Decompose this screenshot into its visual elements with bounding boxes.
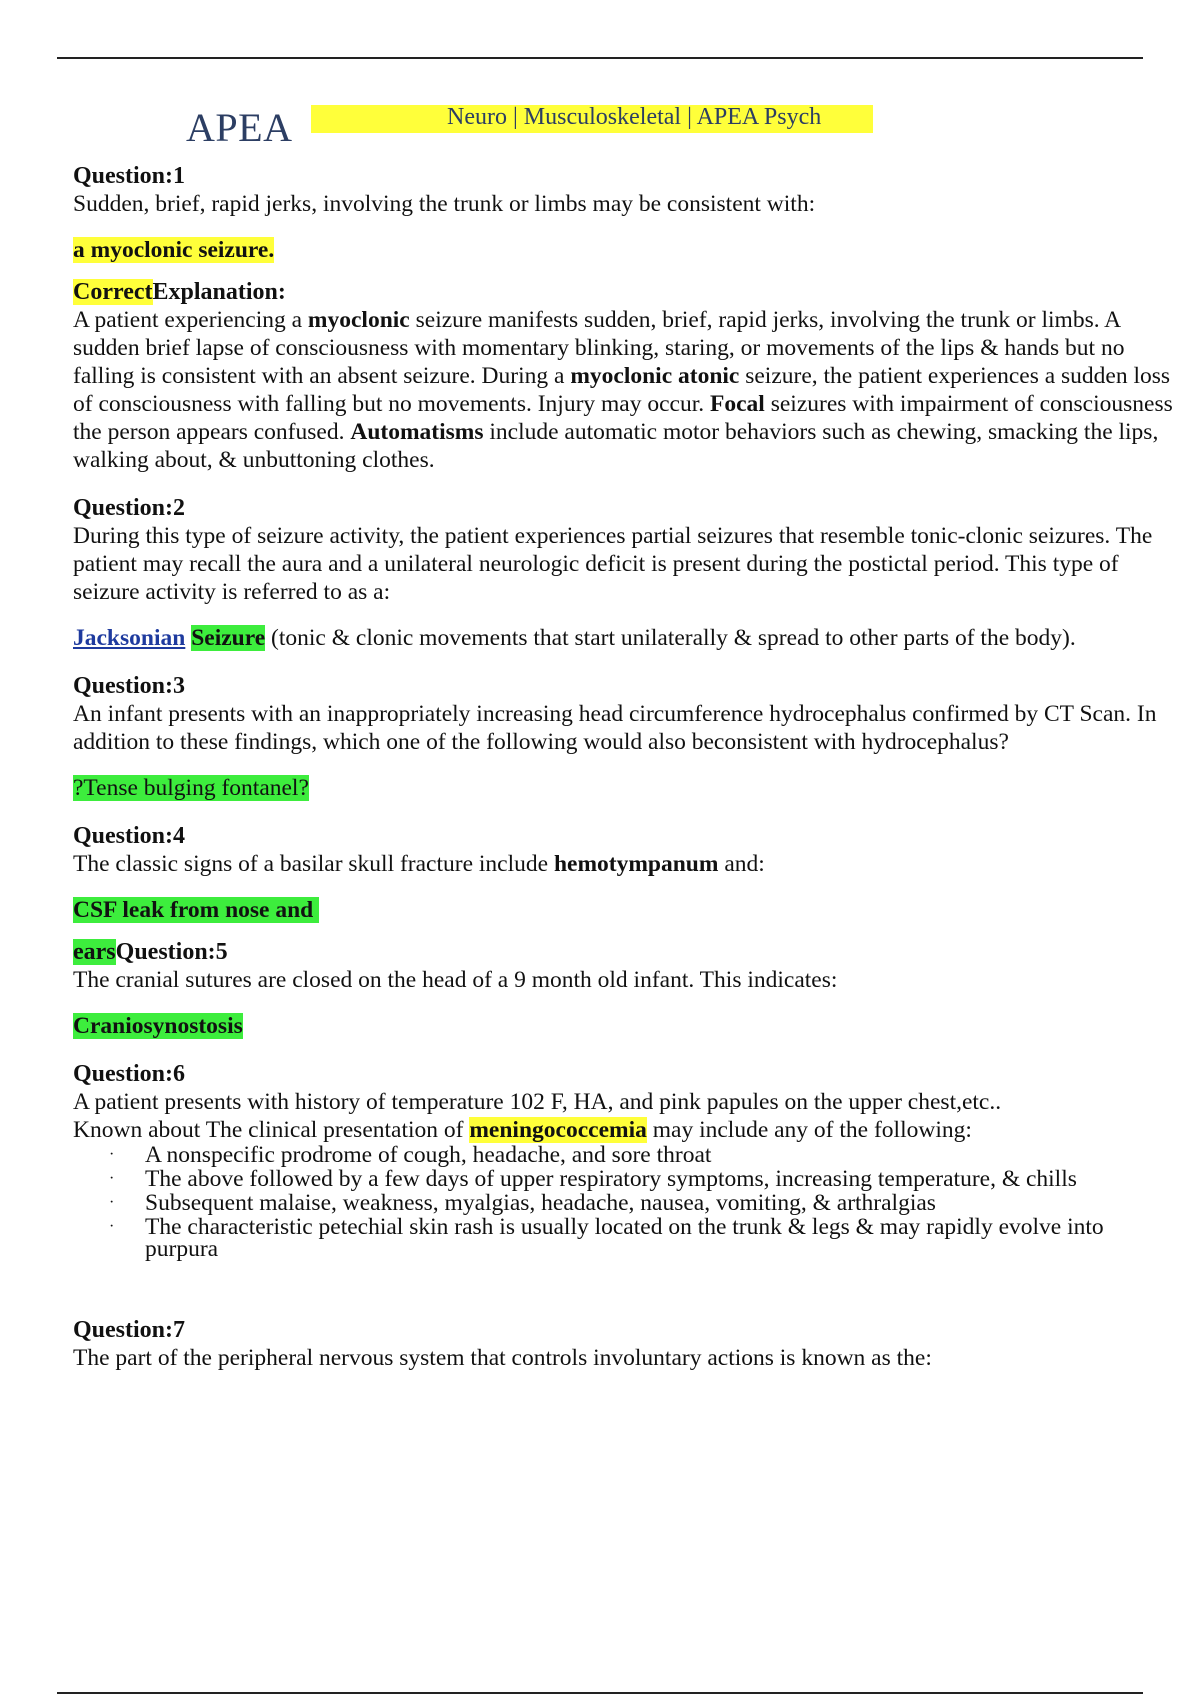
- bullet-icon: ·: [109, 1218, 115, 1235]
- apea-logo: APEA: [186, 105, 293, 150]
- answer-highlight: Craniosynostosis: [73, 1013, 243, 1039]
- answer: [73, 774, 1178, 802]
- answer: [73, 896, 1178, 924]
- explanation-part: A patient experiencing a: [73, 307, 308, 333]
- question-text-part: The classic signs of a basilar skull fracture include: [73, 851, 554, 877]
- question-title: Question:3: [73, 673, 186, 699]
- question-text-part: Known about The clinical presentation of: [73, 1117, 470, 1143]
- list-item-text: The characteristic petechial skin rash is usually located on the trunk & legs & may rapidly evolve into purpura: [145, 1214, 1104, 1262]
- question-title: Question:7: [73, 1317, 186, 1343]
- term-automatisms: Automatisms: [350, 419, 484, 445]
- question-1: [73, 162, 1178, 474]
- question-2: [73, 494, 1178, 652]
- term-meningococcemia: meningococcemia: [469, 1117, 647, 1143]
- list-item-text: The above followed by a few days of upper respiratory symptoms, increasing temperature, & chills: [145, 1166, 1077, 1192]
- explanation-part: include automatic motor behaviors such as chewing, smacking the lips, walking about, & unbuttoning clothes.: [73, 419, 1159, 473]
- question-title: Question:1: [73, 163, 186, 189]
- document-page: [73, 100, 1178, 1372]
- explanation-label: Explanation:: [152, 279, 286, 305]
- question-7: [73, 1316, 1178, 1372]
- question-text: During this type of seizure activity, the patient experiences partial seizures that resemble tonic-clonic seizures. The patient may recall the aura and a unilateral neurologic deficit is present during the postictal period. This type of seizure activity is referred to as a:: [73, 523, 1153, 605]
- bullet-icon: ·: [109, 1170, 115, 1187]
- question-title: Question:2: [73, 495, 186, 521]
- question-text-part: may include any of the following:: [646, 1117, 972, 1143]
- list-item: [73, 1192, 1178, 1214]
- question-5: [73, 938, 1178, 1040]
- question-text: Sudden, brief, rapid jerks, involving the trunk or limbs may be consistent with:: [73, 191, 816, 217]
- bottom-rule: [57, 1692, 1143, 1694]
- explanation-text: [73, 306, 1178, 474]
- answer-highlight: a myoclonic seizure.: [73, 237, 275, 263]
- top-rule: [57, 57, 1143, 59]
- answer-highlight: ?Tense bulging fontanel?: [73, 775, 309, 801]
- list-item: [73, 1168, 1178, 1190]
- term-myoclonic: myoclonic: [307, 307, 410, 333]
- explanation-part: seizure, the patient experiences a sudden loss of consciousness with falling but no movements. Injury may occur.: [73, 363, 1171, 417]
- question-6: [73, 1060, 1178, 1260]
- list-item-text: Subsequent malaise, weakness, myalgias, headache, nausea, vomiting, & arthralgias: [145, 1190, 936, 1216]
- answer-highlight: Seizure: [191, 625, 266, 651]
- bullet-icon: ·: [109, 1146, 115, 1163]
- answer: [73, 624, 1178, 652]
- correct-label: Correct: [73, 279, 153, 305]
- term-focal: Focal: [710, 391, 765, 417]
- question-title-text: Question:5: [115, 939, 228, 965]
- question-text: A patient presents with history of temperature 102 F, HA, and pink papules on the upper chest,etc..: [73, 1089, 1002, 1115]
- page-header: [73, 100, 1178, 160]
- symptom-list: [73, 1144, 1178, 1260]
- question-3: [73, 672, 1178, 802]
- question-text: [73, 1116, 1178, 1144]
- bullet-icon: ·: [109, 1194, 115, 1211]
- explanation-part: seizures with impairment of consciousness the person appears confused.: [73, 391, 1173, 445]
- answer-detail: (tonic & clonic movements that start unilaterally & spread to other parts of the body).: [265, 625, 1076, 651]
- question-text: [73, 850, 1178, 878]
- header-title: Neuro | Musculoskeletal | APEA Psych: [447, 104, 822, 130]
- answer-highlight: CSF leak from nose and: [73, 897, 320, 923]
- list-item: [73, 1216, 1178, 1260]
- term-hemotympanum: hemotympanum: [553, 851, 719, 877]
- q4-answer-continuation: ears: [73, 939, 116, 965]
- answer: [73, 236, 1178, 264]
- jacksonian-link[interactable]: Jacksonian: [73, 625, 186, 651]
- answer: [73, 1012, 1178, 1040]
- question-text: The cranial sutures are closed on the head of a 9 month old infant. This indicates:: [73, 967, 838, 993]
- question-4: [73, 822, 1178, 924]
- question-text-part: and:: [718, 851, 765, 877]
- question-text: An infant presents with an inappropriately increasing head circumference hydrocephalus confirmed by CT Scan. In addition to these findings, which one of the following would also beconsistent with hydrocephalus?: [73, 701, 1157, 755]
- list-item: [73, 1144, 1178, 1166]
- question-title: Question:4: [73, 823, 186, 849]
- term-myoclonic-atonic: myoclonic atonic: [570, 363, 740, 389]
- explanation-heading: [73, 278, 1178, 306]
- list-item-text: A nonspecific prodrome of cough, headache, and sore throat: [145, 1142, 712, 1168]
- question-text: The part of the peripheral nervous system that controls involuntary actions is known as the:: [73, 1345, 932, 1371]
- question-title: [73, 938, 1178, 966]
- explanation-part: seizure manifests sudden, brief, rapid jerks, involving the trunk or limbs. A sudden brief lapse of consciousness with momentary blinking, staring, or movements of the lips & hands but no falling is consistent with an absent seizure. During a: [73, 307, 1125, 389]
- question-title: Question:6: [73, 1061, 186, 1087]
